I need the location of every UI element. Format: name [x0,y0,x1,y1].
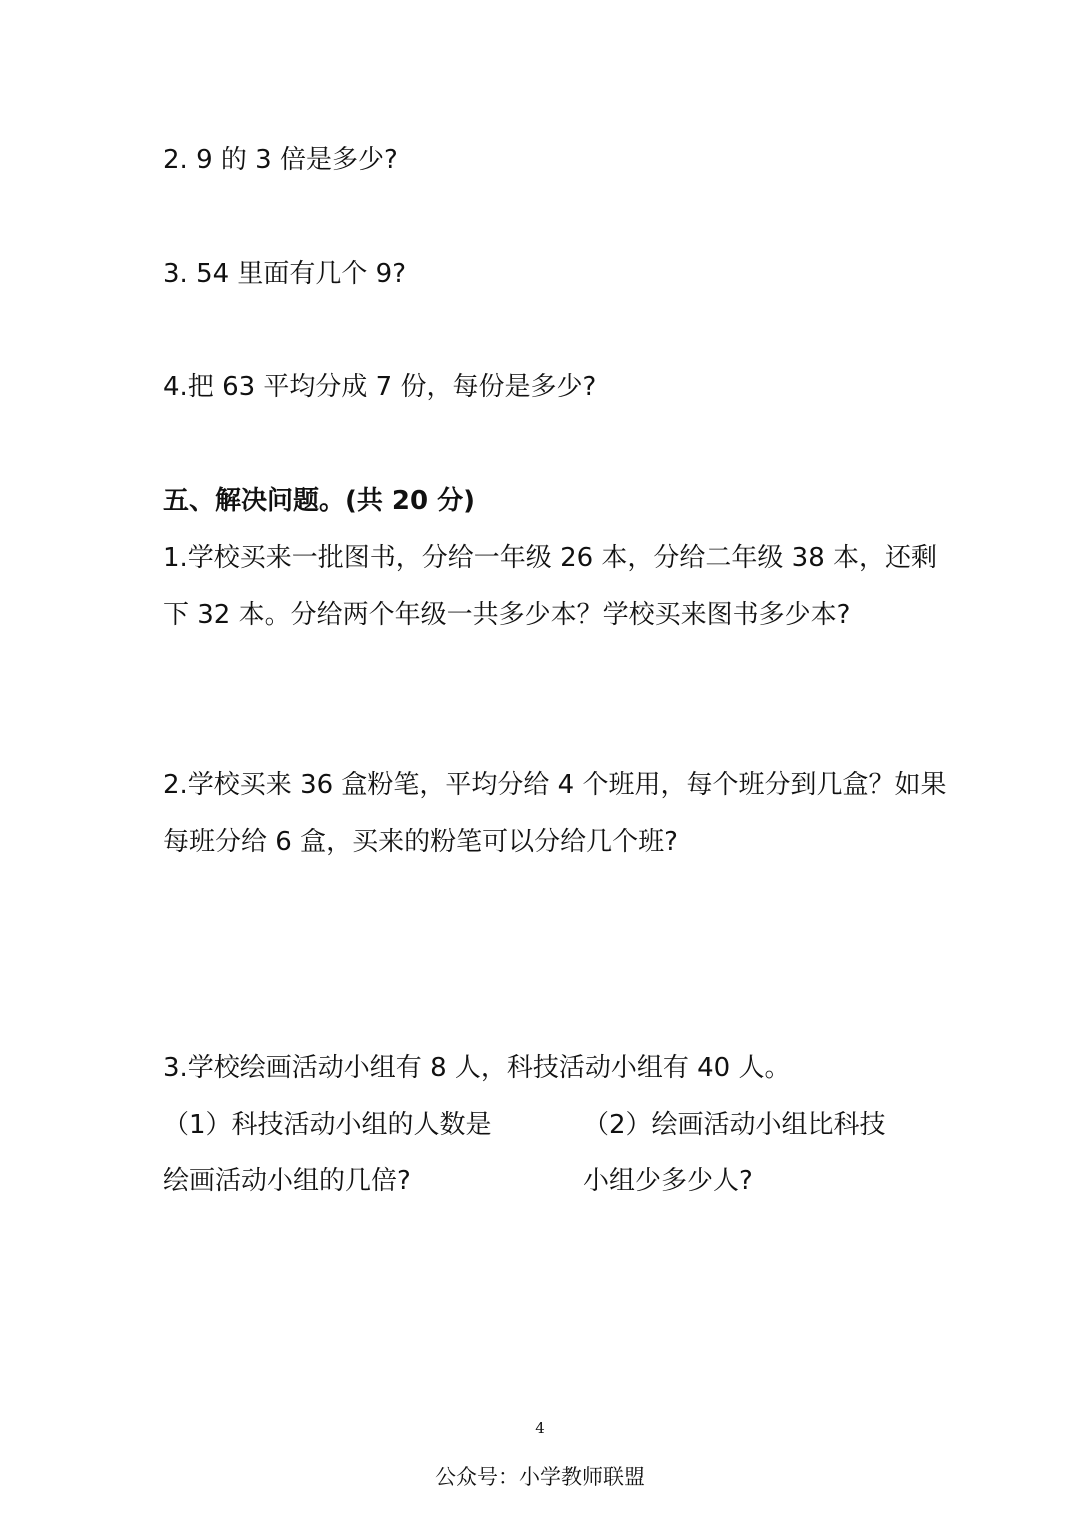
question-4: 4.把 63 平均分成 7 份，每份是多少? [163,372,597,402]
problem-3-sub2-line-1: （2）绘画活动小组比科技 [583,1110,886,1140]
problem-3-intro: 3.学校绘画活动小组有 8 人，科技活动小组有 40 人。 [163,1053,791,1083]
problem-3-sub1-line-2: 绘画活动小组的几倍? [163,1166,411,1196]
problem-3-sub1-line-1: （1）科技活动小组的人数是 [163,1110,492,1140]
problem-2-line-1: 2.学校买来 36 盒粉笔，平均分给 4 个班用，每个班分到几盒？如果 [163,770,947,800]
footer-text: 公众号：小学教师联盟 [435,1465,645,1489]
question-3: 3. 54 里面有几个 9? [163,259,407,289]
page-number: 4 [535,1419,545,1437]
question-2: 2. 9 的 3 倍是多少? [163,145,398,175]
problem-2-line-2: 每班分给 6 盒，买来的粉笔可以分给几个班? [163,827,678,857]
problem-1-line-2: 下 32 本。分给两个年级一共多少本？学校买来图书多少本? [163,600,851,630]
problem-1-line-1: 1.学校买来一批图书，分给一年级 26 本，分给二年级 38 本，还剩 [163,543,938,573]
section-heading: 五、解决问题。(共 20 分) [163,486,476,516]
problem-3-sub2-line-2: 小组少多少人? [583,1166,753,1196]
